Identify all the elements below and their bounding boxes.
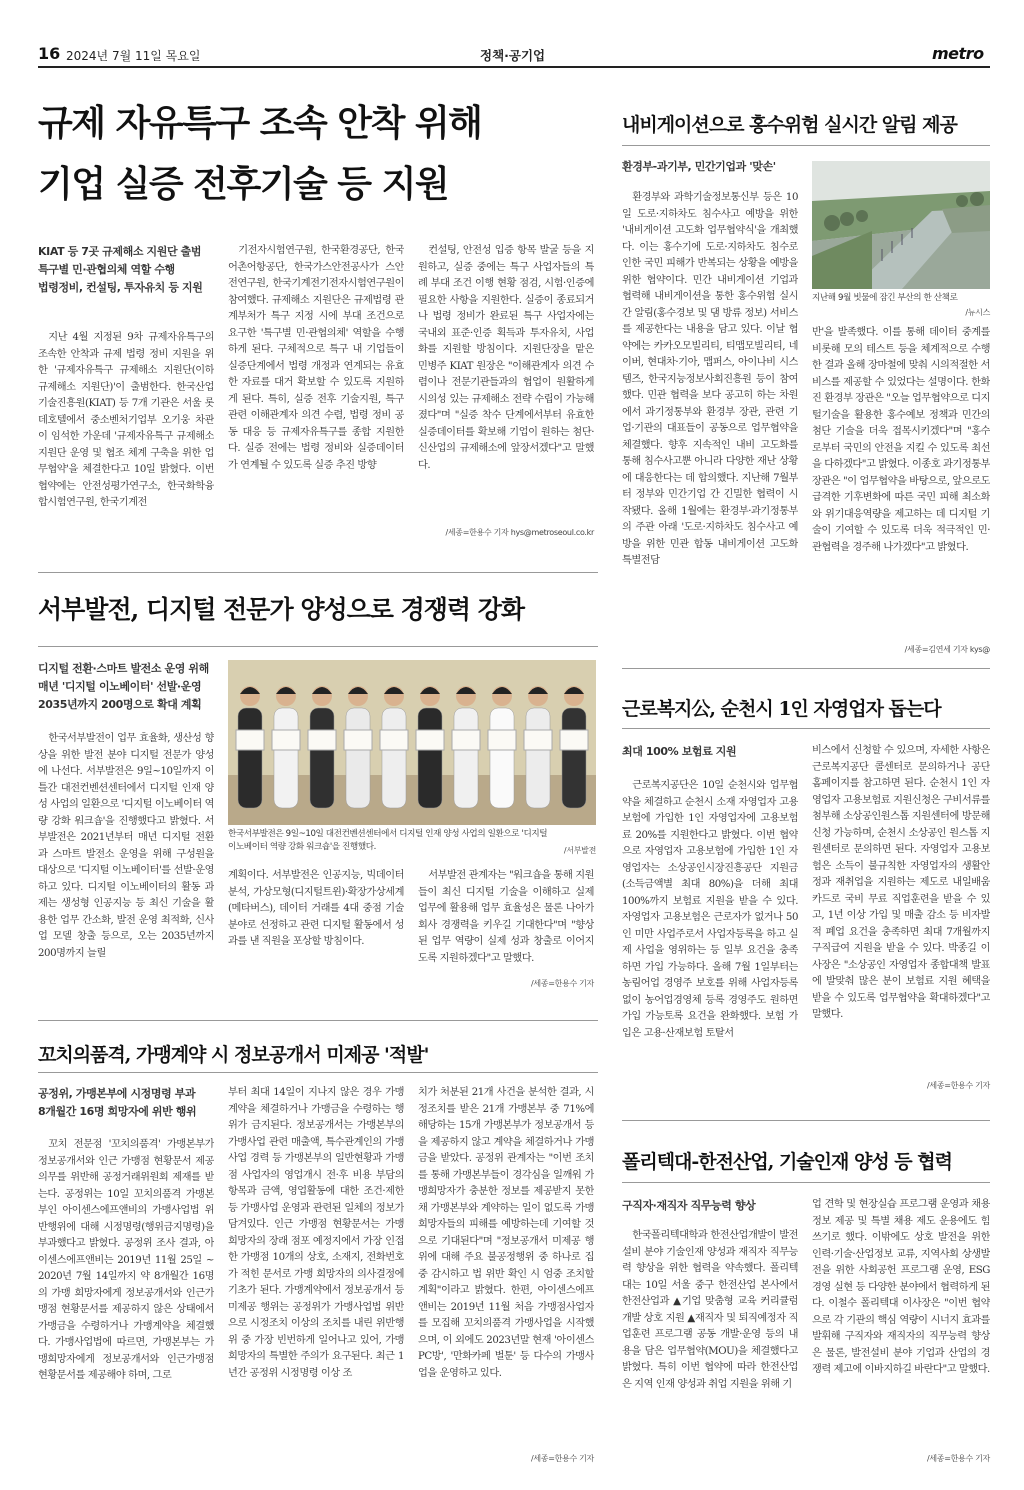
issue-date: 2024년 7월 11일 목요일 — [66, 49, 201, 63]
certificate — [524, 730, 552, 750]
seobu-byline: /세종=한용수 기자 — [530, 979, 594, 988]
seobu-sub3: 2035년까지 200명으로 확대 계획 — [38, 698, 202, 712]
kiat-sub1: KIAT 등 7곳 규제해소 지원단 출범 — [38, 245, 202, 258]
page-number: 16 — [38, 44, 61, 63]
kiat-sub3: 법령정비, 컨설팅, 투자유치 등 지원 — [38, 281, 203, 295]
certificate — [452, 730, 480, 750]
kiat-headline-line1: 규제 자유특구 조속 안착 위해 — [38, 103, 482, 144]
kochi-subheads — [38, 1085, 224, 1121]
nav-photo-credit: /뉴시스 — [965, 308, 990, 317]
person-figure — [310, 708, 334, 808]
kochi-col2: 부터 최대 14일이 지나지 않은 경우 가맹계약을 체결하거나 가맹금을 수령하는 행위가 금지된다. 정보공개서는 가맹본부의 가맹사업 관련 매출액, 특수관계인의 가맹사업 경력 등 가맹본부의 일반현황과 가맹점 사업자의 영업개시 전·후 비용 부담의 항목과 금액, 영업활동에 대한 조건·제한 등 가맹사업 운영과 관련된 일체의 정보가 담겨있다. 인근 가맹점 현황문서는 가맹 희망자의 장래 점포 예정지에서 가장 인접한 가맹점 10개의 상호, 소재지, 전화번호가 적힌 문서로 가맹 희망자의 의사결정에 기초가 된다. 가맹계약에서 정보공개서 등 미제공 행위는 공정위가 가맹사업법 위반으로 시정조치 이상의 조치를 내린 위반행위 중 가장 빈번하게 일어나고 있어, 가맹 희망자의 특별한 주의가 요구된다. 최근 1년간 공정위 시정명령 이상 조 — [228, 1087, 404, 1379]
seobu-headline: 서부발전, 디지털 전문가 양성으로 경쟁력 강화 — [38, 595, 525, 624]
kiat-col2: 기전자시험연구원, 한국환경공단, 한국어촌어항공단, 한국가스안전공사가 스안전연구원, 한국기계전기전자시험연구원이 참여했다. 규제해소 지원단은 규제법령 관계부처가 특구 지정 시에 부대 조건으로 요구한 '특구별 민·관협의체' 역할을 수행하게 된다. 구체적으로 특구 내 기업들이 실증단계에서 법령 개정과 연계되는 유효한 자료를 대거 확보할 수 있도록 지원하게 된다. 특히, 실증 전후 기술지원, 특구 관련 이해관계자 의견 수렴, 법령 정비 공동 대응 등 규제자유특구를 종합 지원한다. 실증 전에는 법령 정비와 실증데이터가 연계될 수 있도록 실증 추진 방향 — [228, 245, 404, 471]
kcomwel-top-rule — [622, 668, 990, 669]
kiat-sub2: 특구별 민·관협의체 역할 수행 — [38, 263, 175, 277]
kochi-col3: 치가 처분된 21개 사건을 분석한 결과, 시정조치를 받은 21개 가맹본부 중 71%에 해당하는 15개 가맹본부가 정보공개서 등을 제공하지 않고 계약을 체결하거나 가맹금을 받았다. 공정위 관계자는 "이번 조치를 통해 가맹본부들이 경각심을 일깨워 가맹희망자가 충분한 정보를 제공받지 못한 채 가맹본부와 계약하는 일이 없도록 가맹희망자들의 피해를 예방하는데 기여할 것으로 기대된다"며 "정보공개서 미제공 행위에 대해 주요 불공정행위 중 하나로 집중 감시하고 법 위반 확인 시 엄중 조치할 계획"이라고 밝혔다. 한편, 아이센스에프앤비는 2019년 11월 처음 가맹점사업자를 모집해 꼬치의품격 가맹사업을 시작했으며, 이 외에도 2023년말 현재 '아이센스PC방', '만화카페 벌툰' 등 다수의 가맹사업을 운영하고 있다. — [418, 1087, 594, 1379]
poly-sub: 구직자·재직자 직무능력 향상 — [622, 1199, 756, 1212]
poly-col2: 업 견학 및 현장실습 프로그램 운영과 채용 정보 제공 및 특별 채용 제도 운용에도 힘쓰기로 했다. 이밖에도 상호 발전을 위한 인력·기술·산업정보 교류, 지역사회 상생발전을 위한 사회공헌 프로그램 운영, ESG 경영 실현 등 다양한 분야에서 협력하게 된다. 이철수 폴리텍대 이사장은 "이번 협약으로 각 기관의 핵심 역량이 시너지 효과를 발휘해 구직자와 재직자의 직무능력 향상은 물론, 발전설비 분야 기업과 산업의 경쟁력 제고에 이바지하길 바란다"고 말했다. — [812, 1199, 990, 1376]
kochi-top-rule — [38, 1020, 598, 1021]
kiat-headline — [38, 100, 598, 209]
flood-photo — [812, 161, 990, 289]
logo-text: metro — [932, 44, 984, 63]
nav-sub: 환경부-과기부, 민간기업과 '맞손' — [622, 160, 776, 173]
kochi-sub1: 공정위, 가맹본부에 시정명령 부과 — [38, 1087, 196, 1100]
kiat-col1: 지난 4월 지정된 9차 규제자유특구의 조속한 안착과 규제 법령 정비 지원을 위한 '규제자유특구 규제해소 지원단(이하 규제해소 지원단)'이 출범한다. 한국산업기술진흥원(KIAT) 등 7개 기관은 서울 롯데호텔에서 중소벤처기업부 오기웅 차관이 임석한 가운데 '규제자유특구 규제해소 지원단 운영 및 협조 체계 구축을 위한 업무협약'을 체결한다고 10일 밝혔다. 이번 협약에는 안전성평가연구소, 한국화학융합시험연구원, 한국기계전 — [38, 332, 214, 509]
seobu-col3: 서부발전 관계자는 "워크숍을 통해 지원들이 최신 디지털 기술을 이해하고 실제 업무에 활용해 업무 효율성은 물론 나아가 회사 경쟁력을 키우길 기대한다"며 "향상된 업무 역량이 실제 성과 창출로 이어지도록 지원하겠다"고 말했다. — [418, 870, 594, 964]
certificate — [272, 730, 300, 750]
kcomwel-headline: 근로복지公, 순천시 1인 자영업자 돕는다 — [622, 698, 941, 720]
certificate — [236, 730, 264, 750]
nav-col1: 환경부와 과학기술정보통신부 등은 10일 도로·지하차도 침수사고 예방을 위한 '내비게이션 고도화 업무협약식'을 개최했다. 이는 홍수기에 도로·지하차도 침수로 인한 국민 피해가 반복되는 상황을 예방을 위한 협약이다. 민간 내비게이션 기업과 협력해 내비게이션을 통한 홍수위험 실시간 알림(홍수경보 및 댐 방류 정보) 서비스를 제공한다는 내용을 담고 있다. 이날 협약에는 카카오모빌리티, 티맵모빌리티, 네이버, 현대차·기아, 맵퍼스, 아이나비 시스템즈, 한국지능정보사회진흥원 등이 참여했다. 민관 협력을 보다 공고히 하는 차원에서 과기정통부와 환경부 장관, 관련 기업·기관의 대표들이 공동으로 업무협약을 체결했다. 향후 지속적인 내비 고도화를 통해 침수사고뿐 아니라 다양한 재난 상황에 대응한다는 데 합의했다. 지난해 7월부터 정부와 민간기업 간 긴밀한 협력이 시작됐다. 올해 1월에는 환경부·과기정통부의 주관 아래 '도로·지하차도 침수사고 예방을 위한 민관 합동 내비게이션 고도화 특별전담 — [622, 192, 798, 567]
certificate — [560, 730, 588, 750]
seobu-photo-caption: 한국서부발전은 9일~10일 대전컨벤션센터에서 디지털 인재 양성 사업의 일환으로 '디지털 이노베이터 역량 강화 워크숍'을 진행했다. — [228, 829, 548, 852]
certificate — [308, 730, 336, 750]
kochi-sub2: 8개월간 16명 희망자에 위반 행위 — [38, 1105, 197, 1119]
kochi-headline: 꼬치의품격, 가맹계약 시 정보공개서 미제공 '적발' — [38, 1044, 429, 1066]
seobu-rule — [38, 646, 598, 647]
seobu-top-rule — [38, 572, 598, 573]
metro-logo — [932, 44, 984, 63]
poly-rule — [622, 1182, 990, 1183]
certificate — [380, 730, 408, 750]
nav-headline: 내비게이션으로 홍수위험 실시간 알림 제공 — [622, 114, 957, 136]
header-rule — [38, 66, 990, 68]
kcomwel-byline: /세종=한용수 기자 — [926, 1081, 990, 1090]
kiat-col3: 컨설팅, 안전성 입증 항목 발굴 등을 지원하고, 실증 중에는 특구 사업자들의 특례 부대 조건 이행 현황 점검, 시험·인증에 필요한 사항을 지원한다. 실증이 종료되거나 법령 정비가 완료된 특구 사업자에는 국내외 표준·인증 획득과 투자유치, 사업화를 지원할 방침이다. 지원단장을 맡은 민병주 KIAT 원장은 "이해관계자 의견 수렴이나 전문기관들과의 협업이 원활하게 시의성 있는 규제해소 전략 수립이 가능해졌다"며 "실증 착수 단계에서부터 유효한 실증데이터를 확보해 기업이 원하는 첨단·신산업의 규제해소에 앞장서겠다"고 말했다. — [418, 245, 594, 471]
person-figure — [490, 708, 514, 808]
seobu-col2: 계획이다. 서부발전은 인공지능, 빅데이터 분석, 가상모형(디지털트윈)·확장가상세계(메타버스), 데이터 거래를 4대 중점 기술 분야로 선정하고 관련 디지털 활동에서 성과를 낸 직원을 포상할 방침이다. — [228, 870, 404, 948]
person-figure — [274, 708, 298, 808]
seobu-photo-credit: /서부발전 — [563, 846, 596, 855]
kochi-col1: 꼬치 전문점 '꼬치의품격' 가맹본부가 정보공개서와 인근 가맹점 현황문서 제공의무를 위반해 공정거래위원회 제재를 받는다. 공정위는 10일 꼬치의품격 가맹본부인 아이센스에프앤비의 가맹사업법 위반행위에 대해 시정명령(행위금지명령)을 부과했다고 밝혔다. 공정위 조사 결과, 아이센스에프앤비는 2019년 11월 25일 ~ 2020년 7월 14일까지 약 8개월간 16명의 가맹 희망자에게 정보공개서와 인근가맹점 현황문서를 제공하지 않은 상태에서 가맹금을 수령하거나 가맹계약을 체결했다. 가맹사업법에 따르면, 가맹본부는 가맹희망자에게 정보공개서와 인근가맹점 현황문서를 제공해야 하며, 그로 — [38, 1139, 214, 1382]
kiat-headline-line2: 기업 실증 전후기술 등 지원 — [38, 163, 449, 205]
person-figure — [346, 708, 370, 808]
kcomwel-col2: 비스에서 신청할 수 있으며, 자세한 사항은 근로복지공단 콜센터로 문의하거나 공단 홈페이지를 참고하면 된다. 순천시 1인 자영업자 고용보험료 지원신청은 구비서류를 첨부해 소상공인원스톱 지원센터에 방문해 신청 가능하며, 순천시 소상공인 원스톱 지원센터로 문의하면 된다. 자영업자 고용보험은 소득이 불규칙한 자영업자의 생활안정과 재취업을 지원하는 제도로 내일배움카드로 국비 무료 직업훈련을 받을 수 있고, 1년 이상 가입 및 매출 감소 등 비자발적 폐업 요건을 충족하면 최대 7개월까지 구직급여 지원을 받을 수 있다. 박종길 이사장은 "소상공인 자영업자 종합대책 발표에 발맞춰 많은 분이 보험료 지원 혜택을 받을 수 있도록 업무협약을 확대하겠다"고 말했다. — [812, 745, 990, 1021]
nav-photo-caption: 지난해 9월 빗물에 잠긴 부산의 한 산책로 — [812, 293, 958, 303]
seobu-col1: 한국서부발전이 업무 효율화, 생산성 향상을 위한 발전 분야 디지털 전문가 양성에 나선다. 서부발전은 9일~10일까지 이틀간 대전컨벤션센터에서 디지털 인재 양성 사업의 일환으로 '디지털 이노베이터 역량 강화 워크숍'을 진행했다고 밝혔다. 서부발전은 2021년부터 매년 디지털 전환과 스마트 발전소 운영을 위해 구성원을 대상으로 '디지털 이노베이터'를 선발·운영하고 있다. 디지털 이노베이터의 활동 과제는 생성형 인공지능 등 최신 기술을 활용한 업무 간소화, 발전 운영 최적화, 신사업 모델 창출 등으로, 오는 2035년까지 200명까지 늘릴 — [38, 733, 214, 959]
section-name: 정책·공기업 — [480, 48, 546, 63]
flood-photo-image — [812, 161, 990, 289]
seobu-sub1: 디지털 전환·스마트 발전소 운영 위해 — [38, 662, 209, 675]
kcomwel-col1: 근로복지공단은 10일 순천시와 업무협약을 체결하고 순천시 소재 자영업자 고용보험에 가입한 1인 자영업자에 고용보험료 20%를 지원한다고 밝혔다. 이번 협약으로 자영업자 고용보험에 가입한 1인 자영업자는 소상공인시장진흥공단 지원금(소득금액별 최대 80%)을 더해 최대 100%까지 보험료 지원을 받을 수 있다. 자영업자 고용보험은 근로자가 없거나 50인 미만 사업주로서 사업자등록을 하고 실제 사업을 영위하는 등 일부 요건을 충족하면 가입 가능하다. 올해 7월 1일부터는 농림어업 경영주 보호를 위해 사업자등록 없이 농어업경영체 등록 경영주도 원하면 가입 가능토록 요건을 완화했다. 보험 가입은 고용·산재보험 토탈서 — [622, 780, 798, 1039]
seobu-sub2: 매년 '디지털 이노베이터' 선발·운영 — [38, 680, 202, 694]
seobu-photo — [228, 660, 596, 825]
certificate — [344, 730, 372, 750]
kcomwel-rule — [622, 728, 990, 729]
certificate — [416, 730, 444, 750]
seobu-subheads — [38, 660, 224, 714]
kochi-byline: /세종=한용수 기자 — [530, 1454, 594, 1463]
person-figure — [454, 708, 478, 808]
person-figure — [418, 708, 442, 808]
kochi-rule — [38, 1072, 598, 1073]
poly-top-rule — [622, 1120, 990, 1121]
kcomwel-sub: 최대 100% 보험료 지원 — [622, 745, 737, 758]
poly-col1: 한국폴리텍대학과 한전산업개발이 발전설비 분야 기술인재 양성과 재직자 직무능력 향상을 위한 협력을 약속했다. 폴리텍대는 10일 서울 중구 한전산업 본사에서 한전산업과 ▲기업 맞춤형 교육 커리큘럼 개발 상호 지원 ▲재직자 및 퇴직예정자 직업훈련 프로그램 공동 개발·운영 등의 내용을 담은 업무협약(MOU)을 체결했다고 밝혔다. 특히 이번 협약에 따라 한전산업은 지역 인재 양성과 취업 지원을 위해 기 — [622, 1230, 798, 1390]
nav-rule — [622, 145, 990, 146]
nav-byline: /세종=김연세 기자 kys@ — [904, 645, 990, 654]
poly-byline: /세종=한용수 기자 — [926, 1454, 990, 1463]
person-figure — [238, 708, 262, 808]
person-figure — [382, 708, 406, 808]
workshop-group-photo — [228, 660, 596, 825]
kiat-byline: /세종=한용수 기자 hys@metroseoul.co.kr — [445, 528, 594, 537]
certificate — [488, 730, 516, 750]
poly-headline: 폴리텍대-한전산업, 기술인재 양성 등 협력 — [622, 1151, 952, 1173]
person-figure — [562, 708, 586, 808]
nav-col2: 반'을 발족했다. 이를 통해 데이터 중계를 비롯해 모의 테스트 등을 체계적으로 수행한 결과 올해 장마철에 맞춰 시의적절한 서비스를 제공할 수 있었다는 설명이다. 한화진 환경부 장관은 "오늘 업무협약으로 디지털기술을 활용한 홍수예보 정책과 민간의 첨단 기술을 더욱 접목시키겠다"며 "홍수로부터 국민의 안전을 지킬 수 있도록 최선을 다하겠다"고 밝혔다. 이종호 과기정통부 장관은 "이 업무협약을 바탕으로, 앞으로도 급격한 기후변화에 따른 국민 피해 최소화와 위기대응역량을 제고하는 데 디지털 기술이 기여할 수 있도록 더욱 적극적인 민·관협력을 경주해 나가겠다"고 밝혔다. — [812, 327, 990, 553]
kiat-subheads — [38, 243, 220, 297]
person-figure — [526, 708, 550, 808]
